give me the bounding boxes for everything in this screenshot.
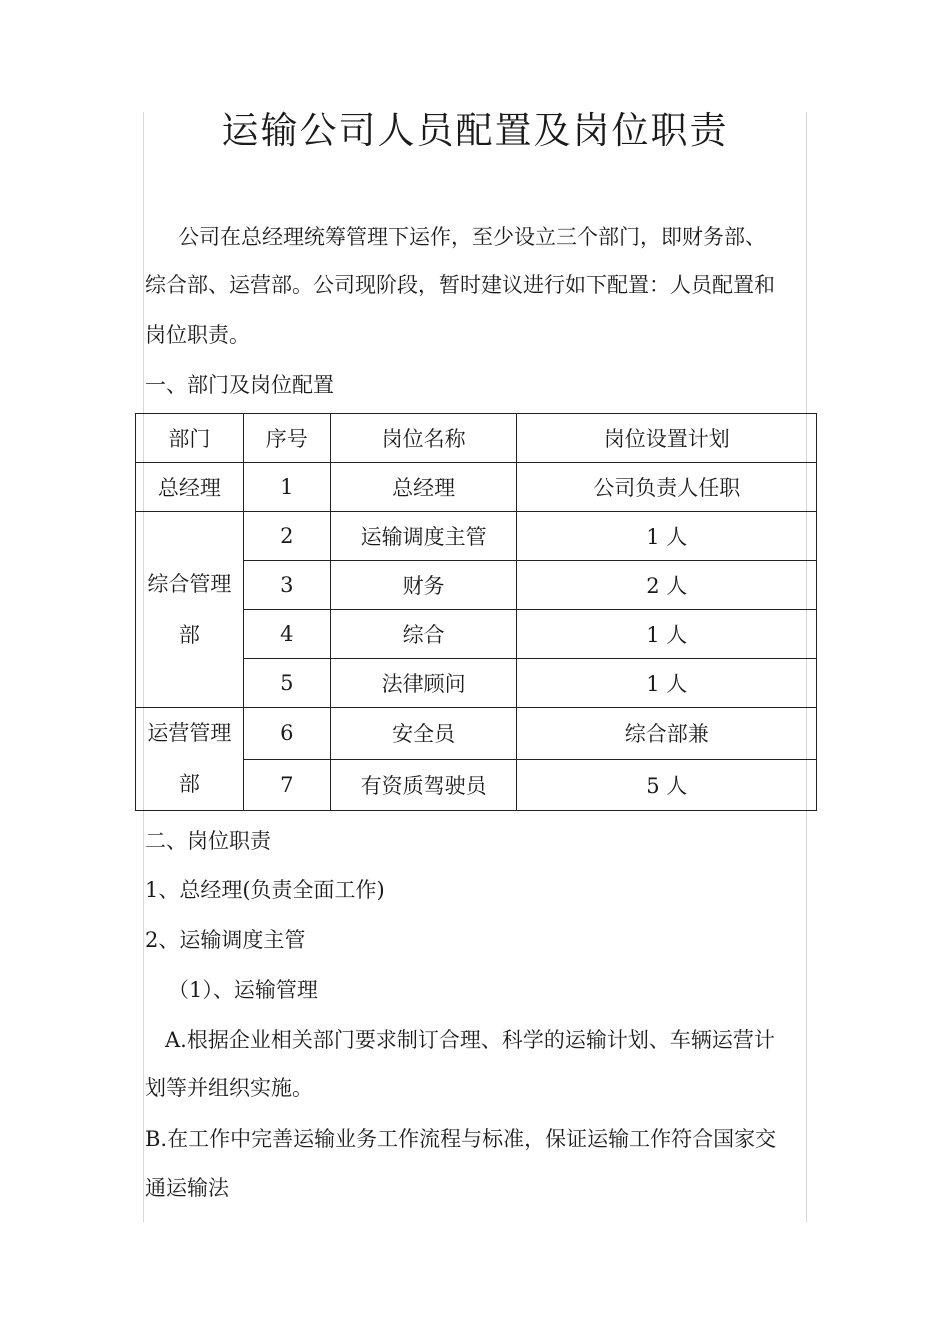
section2-heading: 二、岗位职责 <box>145 829 271 853</box>
dept-label-line2: 部 <box>178 772 200 796</box>
intro-line-2: 综合部、运营部。公司现阶段，暂时建议进行如下配置：人员配置和 <box>145 273 775 297</box>
row-plan: 2 人 <box>517 561 817 610</box>
row-plan: 1 人 <box>517 512 817 561</box>
row-plan: 公司负责人任职 <box>517 463 817 512</box>
row-plan: 综合部兼 <box>517 708 817 760</box>
item-general-manager: 1、总经理(负责全面工作) <box>145 878 385 902</box>
header-post-plan: 岗位设置计划 <box>517 414 817 463</box>
row-post: 综合 <box>330 610 517 659</box>
row-plan: 1 人 <box>517 610 817 659</box>
row-number: 2 <box>243 512 330 561</box>
dept-operations <box>136 708 244 811</box>
dept-label-line1: 运营管理 <box>147 721 232 745</box>
table-row <box>136 512 817 561</box>
row-post: 法律顾问 <box>330 659 517 708</box>
row-post: 财务 <box>330 561 517 610</box>
dept-general-affairs <box>136 512 244 708</box>
intro-line-1: 公司在总经理统筹管理下运作，至少设立三个部门，即财务部、 <box>178 225 766 249</box>
row-plan: 5 人 <box>517 759 817 811</box>
intro-line-3: 岗位职责。 <box>145 323 250 347</box>
row-plan: 1 人 <box>517 659 817 708</box>
point-a-line-1: A.根据企业相关部门要求制订合理、科学的运输计划、车辆运营计 <box>165 1028 775 1052</box>
table-row <box>136 708 817 760</box>
sub-transport-management: （1）、运输管理 <box>168 978 318 1002</box>
department-table <box>135 413 817 811</box>
dept-label-line1: 综合管理 <box>147 571 232 596</box>
row-post: 安全员 <box>330 708 517 760</box>
row-number: 4 <box>243 610 330 659</box>
dept-general-manager: 总经理 <box>136 463 244 512</box>
item-dispatch-supervisor: 2、运输调度主管 <box>145 928 306 952</box>
point-a-line-2: 划等并组织实施。 <box>145 1076 313 1100</box>
row-number: 3 <box>243 561 330 610</box>
row-number: 5 <box>243 659 330 708</box>
point-b-line-2: 通运输法 <box>145 1176 229 1200</box>
row-post: 有资质驾驶员 <box>330 759 517 811</box>
header-number: 序号 <box>243 414 330 463</box>
table-header-row <box>136 414 817 463</box>
header-department: 部门 <box>136 414 244 463</box>
row-number: 7 <box>243 759 330 811</box>
row-number: 6 <box>243 708 330 760</box>
row-number: 1 <box>243 463 330 512</box>
header-post-name: 岗位名称 <box>330 414 517 463</box>
row-post: 总经理 <box>330 463 517 512</box>
dept-label-line2: 部 <box>178 622 200 647</box>
row-post: 运输调度主管 <box>330 512 517 561</box>
section1-heading: 一、部门及岗位配置 <box>145 373 334 397</box>
point-b-line-1: B.在工作中完善运输业务工作流程与标准，保证运输工作符合国家交 <box>145 1127 777 1151</box>
table-row <box>136 463 817 512</box>
document-title: 运输公司人员配置及岗位职责 <box>221 109 729 152</box>
